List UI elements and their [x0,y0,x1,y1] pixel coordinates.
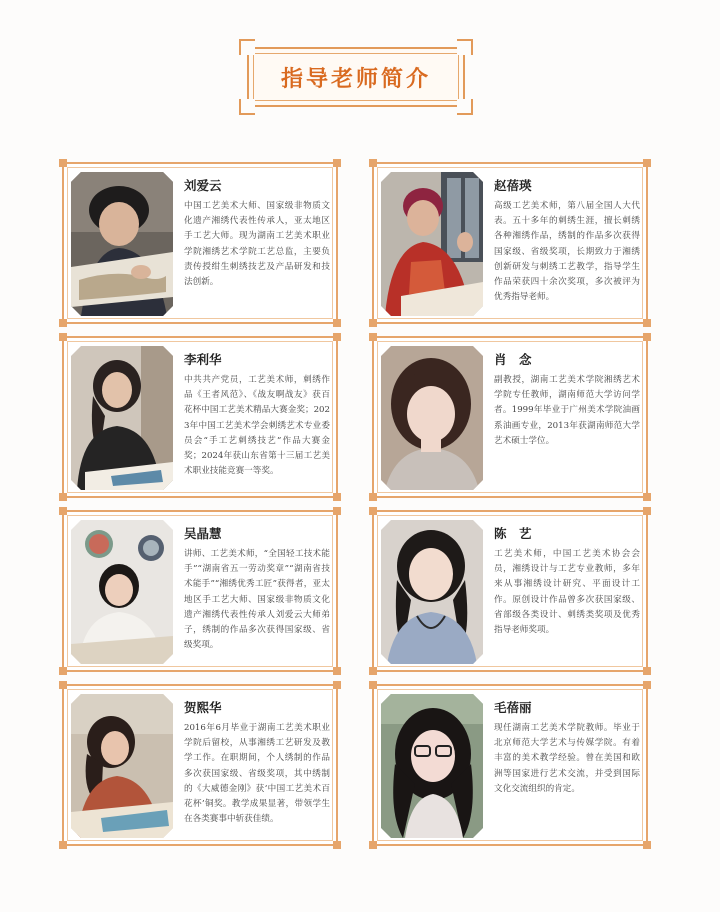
page-title: 指导老师简介 [280,66,431,92]
teacher-photo [381,346,483,490]
teacher-card [62,162,338,324]
teacher-photo [71,520,173,664]
teacher-card [62,684,338,846]
teacher-name: 李利华 [184,352,222,367]
teacher-card [372,336,648,498]
teacher-photo [71,172,173,316]
teacher-bio: 工艺美术师，中国工艺美术协会会员，湘绣设计与工艺专业教师，多年来从事湘绣设计研究、平面设计工作。原创设计作品曾多次获国家级、省部级各类设计、刺绣类奖项及优秀指导老师奖项。 [494,549,640,636]
teacher-name: 毛蓓丽 [494,700,532,715]
teacher-photo [381,520,483,664]
teacher-photo [381,172,483,316]
teacher-name: 赵蓓瑛 [494,178,532,193]
teacher-bio: 中国工艺美术大师、国家级非物质文化遗产湘绣代表性传承人，亚太地区手工艺大师。现为湖南工艺美术职业学院湘绣艺术学院工艺总监，主要负责传授绀生刺绣技艺及产品研发和技法创新。 [184,201,330,288]
teacher-bio: 中共共产党员，工艺美术师，刺绣作品《王者风范》、《战友啊战友》获百花杯中国工艺美术精品大赛金奖；2023年中国工艺美术学会刺绣艺术专业委员会“手工艺刺绣技艺”作品大赛金奖；2024年获山东省第十三届工艺美术职业技能竞赛一等奖。 [184,375,330,477]
teacher-name: 刘爱云 [184,178,222,193]
teacher-card [372,684,648,846]
teacher-bio: 副教授，湖南工艺美术学院湘绣艺术学院专任教师，湖南师范大学访问学者。1999年毕业于广州美术学院油画系油画专业，2013年获湖南师范大学艺术硕士学位。 [494,375,640,446]
teacher-bio: 2016年6月毕业于湖南工艺美术职业学院后留校，从事湘绣工艺研发及教学工作。在职期间，个人绣制的作品多次获国家级、省级奖项，其中绣制的《大威德金刚》获‘中国工艺美术百花杯’铜奖。教学成果显著，带领学生在各类赛事中斩获佳绩。 [184,723,330,825]
teacher-photo [381,694,483,838]
teacher-name: 吴晶慧 [184,526,222,541]
teacher-card [372,510,648,672]
teacher-card [62,510,338,672]
teacher-name: 肖 念 [494,352,532,367]
teacher-bio: 现任湖南工艺美术学院教师。毕业于北京师范大学艺术与传媒学院。有着丰富的美术教学经验。曾在美国和欧洲等国家进行艺术交流，并受到国际文化交流组织的肯定。 [494,723,640,794]
teacher-photo [71,346,173,490]
teacher-photo [71,694,173,838]
teacher-bio: 讲师、工艺美术师，“全国轻工技术能手”“湖南省五一劳动奖章”“湖南省技术能手”“湘绣优秀工匠”获得者，亚太地区手工艺大师、国家级非物质文化遗产湘绣代表性传承人刘爱云大师弟子，绣制的作品多次获得国家级、省级奖项。 [184,549,330,651]
teacher-name: 陈 艺 [494,526,532,541]
teacher-bio: 高级工艺美术师，第八届全国人大代表。五十多年的刺绣生涯，擅长刺绣各种湘绣作品，绣制的作品多次获得国家级、省级奖项，长期致力于湘绣创新研发与刺绣工艺教学，指导学生作品荣获四十余次奖项，多次被评为优秀指导老师。 [494,201,640,303]
page-title-banner [247,47,465,107]
teacher-card [62,336,338,498]
teacher-card [372,162,648,324]
teacher-name: 贺熙华 [184,700,222,715]
